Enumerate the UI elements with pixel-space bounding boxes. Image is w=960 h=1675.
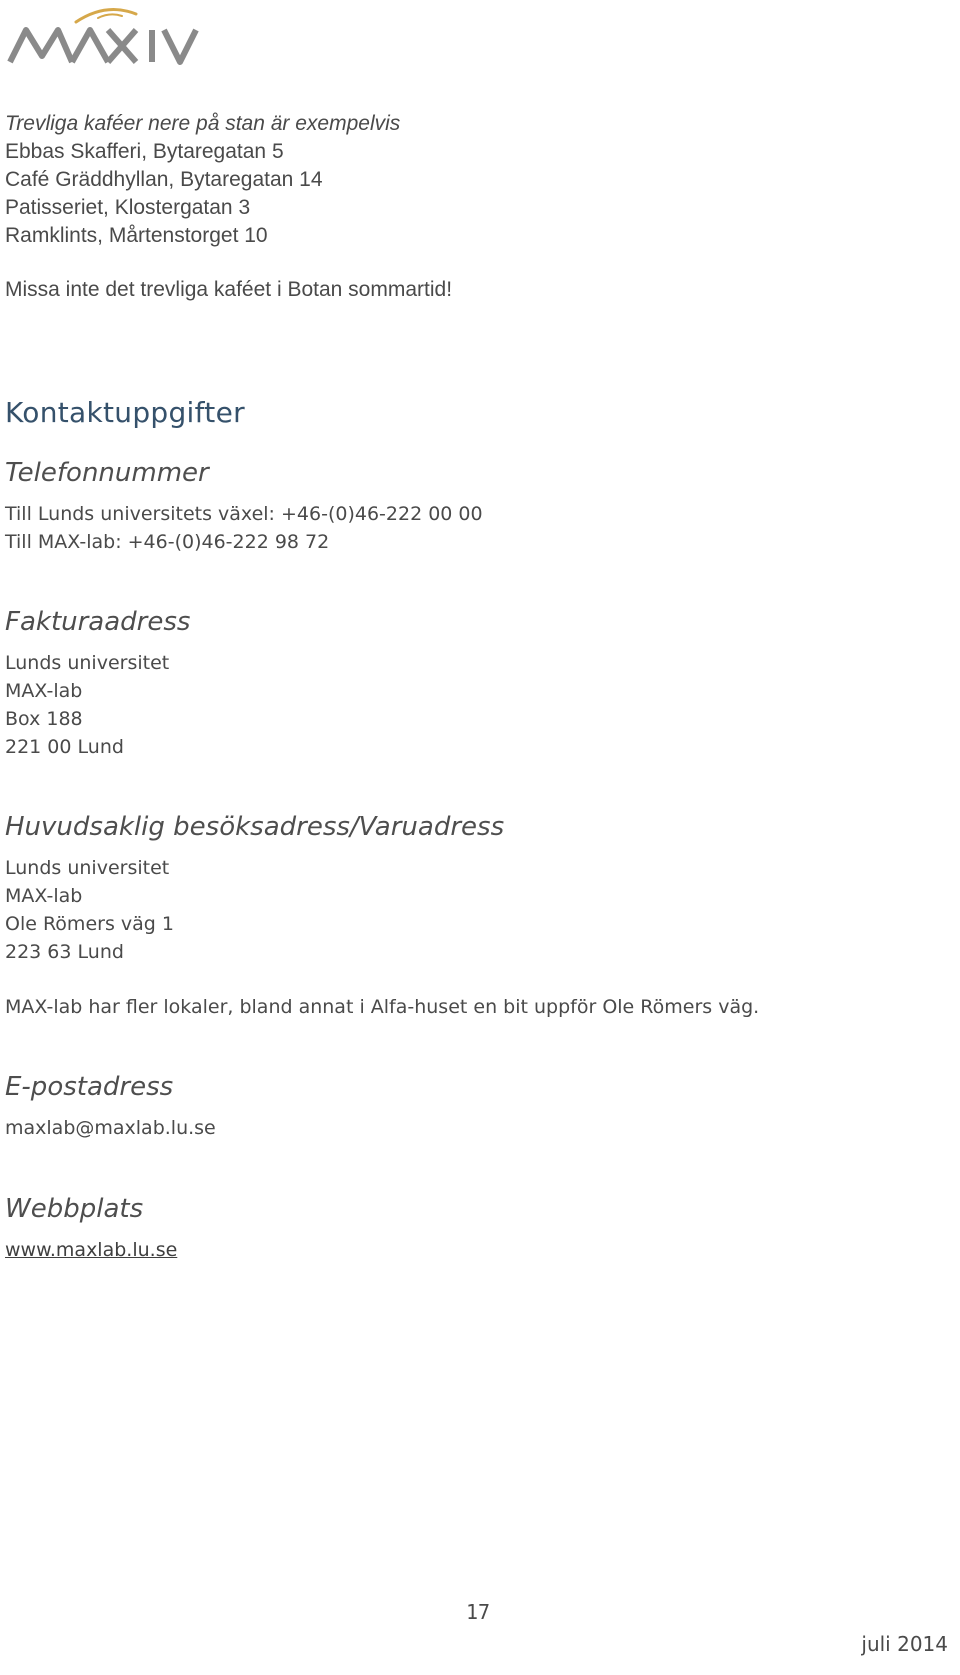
cafes-tip: Missa inte det trevliga kaféet i Botan sommartid!: [5, 278, 453, 301]
invoice-line: 221 00 Lund: [5, 736, 124, 758]
cafe-item: Café Gräddhyllan, Bytaregatan 14: [5, 168, 323, 191]
page-number: 17: [466, 1600, 491, 1624]
phone-line: Till MAX-lab: +46-(0)46-222 98 72: [5, 531, 330, 553]
cafe-item: Patisseriet, Klostergatan 3: [5, 196, 251, 219]
footer-date: juli 2014: [861, 1632, 948, 1656]
invoice-line: Lunds universitet: [5, 652, 170, 674]
email-heading: E-postadress: [5, 1072, 174, 1102]
visit-line: MAX-lab: [5, 885, 83, 907]
cafe-item: Ramklints, Mårtenstorget 10: [5, 224, 268, 247]
phone-line: Till Lunds universitets växel: +46-(0)46-222 00 00: [5, 503, 483, 525]
visit-line: Lunds universitet: [5, 857, 170, 879]
phone-heading: Telefonnummer: [5, 458, 209, 488]
cafe-item: Ebbas Skafferi, Bytaregatan 5: [5, 140, 284, 163]
website-link[interactable]: www.maxlab.lu.se: [5, 1239, 178, 1261]
max-iv-logo: [6, 4, 202, 66]
cafes-intro: Trevliga kaféer nere på stan är exempelvis: [5, 112, 401, 135]
invoice-line: MAX-lab: [5, 680, 83, 702]
contact-heading: Kontaktuppgifter: [5, 396, 245, 429]
email-address[interactable]: maxlab@maxlab.lu.se: [5, 1117, 216, 1139]
visit-heading: Huvudsaklig besöksadress/Varuadress: [5, 812, 505, 842]
visit-note: MAX-lab har fler lokaler, bland annat i Alfa-huset en bit uppför Ole Römers väg.: [5, 996, 760, 1018]
invoice-line: Box 188: [5, 708, 83, 730]
visit-line: Ole Römers väg 1: [5, 913, 174, 935]
invoice-heading: Fakturaadress: [5, 607, 191, 637]
visit-line: 223 63 Lund: [5, 941, 124, 963]
web-heading: Webbplats: [5, 1194, 144, 1224]
